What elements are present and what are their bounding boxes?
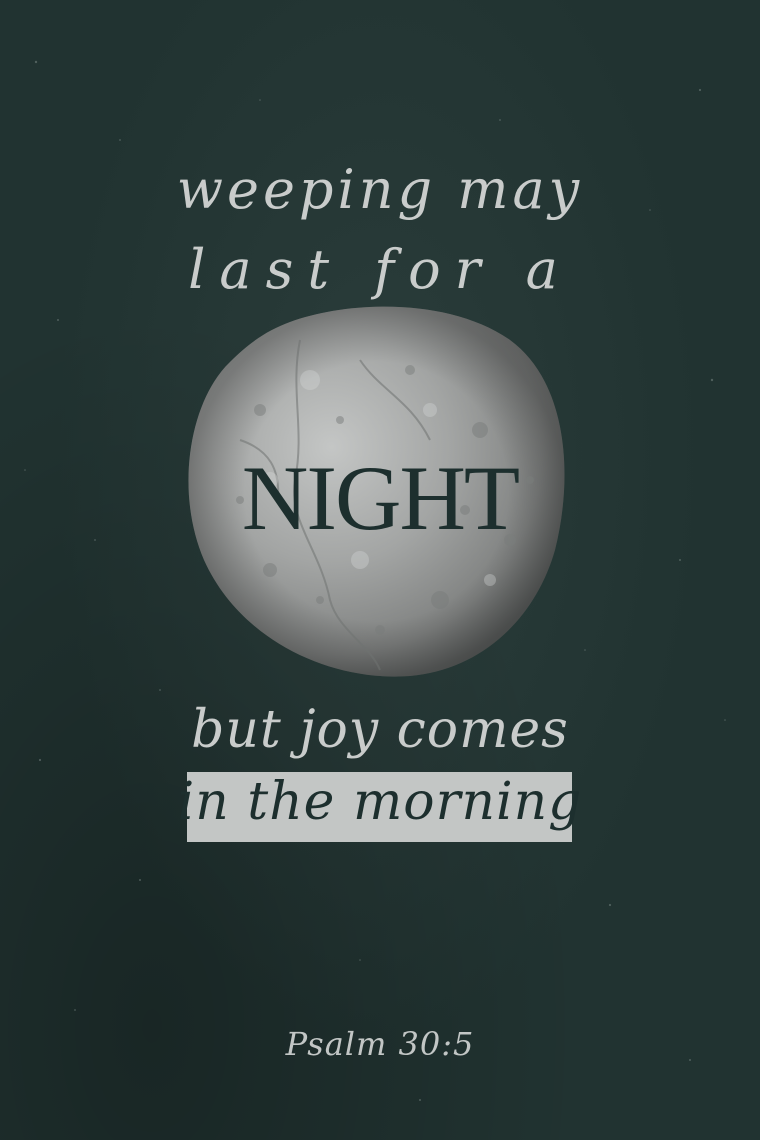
scripture-reference: Psalm 30:5 <box>285 1025 475 1063</box>
verse-line-3: but joy comes <box>191 700 569 760</box>
verse-line-1: weeping may <box>176 158 584 221</box>
verse-line-2: last for a <box>188 238 572 301</box>
verse-line-4: in the morning <box>177 772 583 832</box>
keyword-night: NIGHT <box>241 447 519 549</box>
